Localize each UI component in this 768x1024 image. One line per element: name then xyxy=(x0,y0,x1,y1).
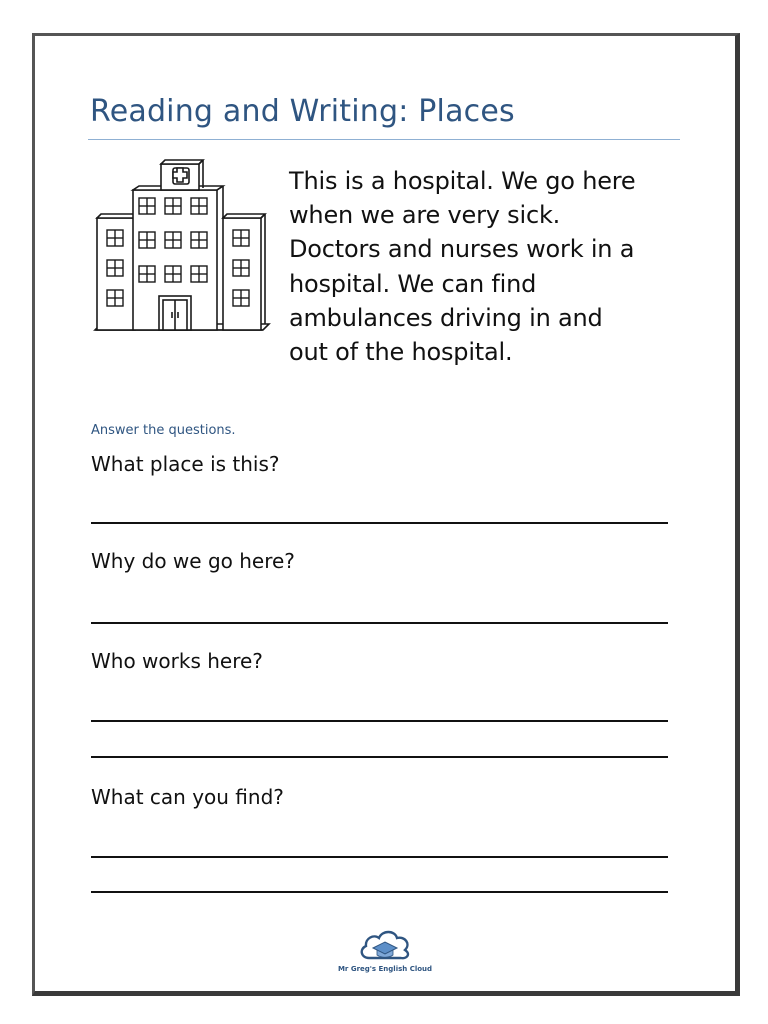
question-4: What can you find? xyxy=(91,785,284,809)
answer-line-4b[interactable] xyxy=(91,891,668,893)
logo-text: Mr Greg's English Cloud xyxy=(337,965,433,973)
answer-line-1[interactable] xyxy=(91,522,668,524)
cloud-icon xyxy=(357,924,413,964)
answer-line-2[interactable] xyxy=(91,622,668,624)
question-1: What place is this? xyxy=(91,452,280,476)
answer-line-4a[interactable] xyxy=(91,856,668,858)
answer-line-3a[interactable] xyxy=(91,720,668,722)
passage-line: ambulances driving in and xyxy=(289,303,603,332)
title-divider xyxy=(88,139,680,140)
answer-line-3b[interactable] xyxy=(91,756,668,758)
question-3: Who works here? xyxy=(91,649,263,673)
hospital-building-icon xyxy=(93,158,271,344)
publisher-logo xyxy=(330,924,440,980)
passage-line: hospital. We can find xyxy=(289,269,537,298)
passage-line: Doctors and nurses work in a xyxy=(289,235,635,264)
passage-line: when we are very sick. xyxy=(289,201,561,230)
question-2: Why do we go here? xyxy=(91,549,295,573)
passage-line: This is a hospital. We go here xyxy=(289,167,636,195)
reading-passage xyxy=(289,164,689,369)
worksheet-title: Reading and Writing: Places xyxy=(90,94,515,129)
passage-line: out of the hospital. xyxy=(289,338,513,367)
instructions-label: Answer the questions. xyxy=(91,423,236,438)
